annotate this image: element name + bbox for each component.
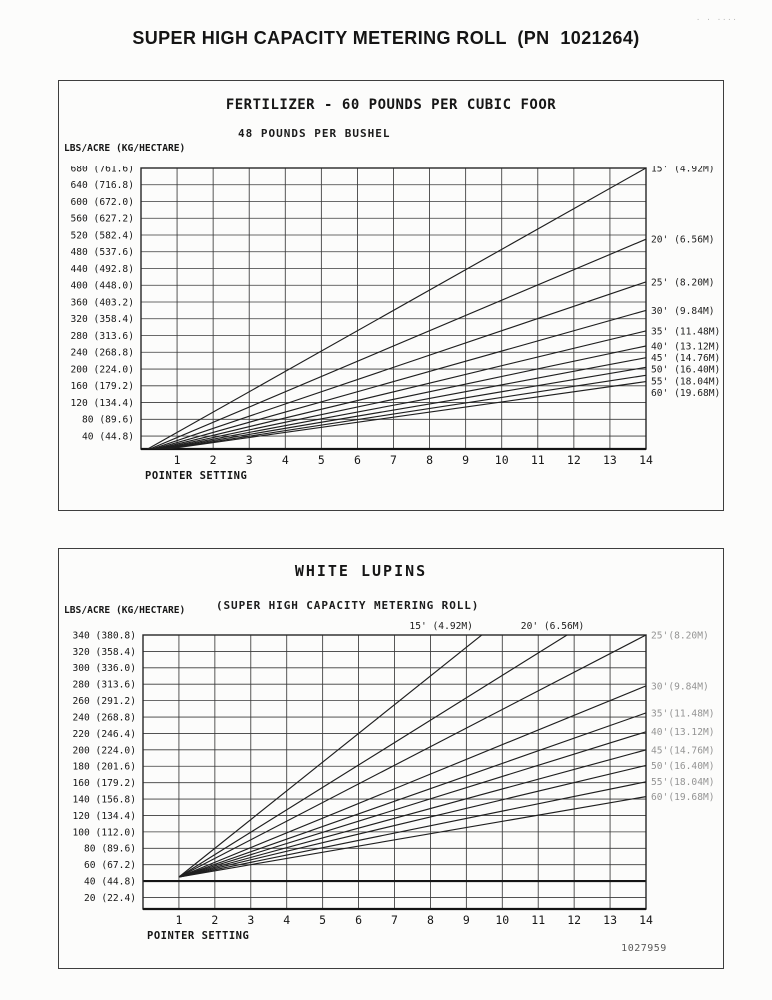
- y-tick-label: 120 (134.4): [72, 810, 136, 822]
- series-label: 20' (6.56M): [520, 621, 585, 632]
- white-lupins-chart-title: WHITE LUPINS: [294, 562, 428, 580]
- x-tick-label: 12: [567, 913, 582, 927]
- y-tick-label: 320 (358.4): [72, 646, 136, 658]
- y-tick-label: 180 (201.6): [72, 761, 136, 773]
- y-tick-label: 240 (268.8): [72, 712, 136, 724]
- fertilizer-plot-area: [59, 166, 723, 493]
- series-line: [179, 713, 646, 877]
- scan-artifact-mark: · · ····: [696, 16, 738, 24]
- x-tick-label: 6: [353, 453, 361, 467]
- y-tick-label: 600 (672.0): [70, 196, 134, 208]
- x-tick-label: 5: [317, 453, 325, 467]
- y-tick-label: 140 (156.8): [72, 794, 136, 806]
- series-label: 60' (19.68M): [651, 387, 721, 399]
- series-label: 20' (6.56M): [651, 234, 715, 246]
- y-tick-label: 340 (380.8): [72, 630, 136, 642]
- page-title: SUPER HIGH CAPACITY METERING ROLL (PN 1021264): [132, 28, 640, 48]
- chart-canvas: [59, 619, 723, 949]
- series-label: 55' (18.04M): [651, 376, 721, 388]
- x-tick-label: 2: [211, 913, 219, 927]
- fertilizer-y-axis-title: LBS/ACRE (KG/HECTARE): [64, 143, 186, 154]
- x-tick-label: 13: [602, 453, 617, 467]
- series-label: 15' (4.92M): [409, 621, 473, 632]
- x-tick-label: 3: [247, 913, 255, 927]
- x-tick-label: 8: [426, 913, 434, 927]
- x-tick-label: 1: [173, 453, 181, 467]
- x-tick-label: 7: [390, 453, 397, 467]
- y-tick-label: 400 (448.0): [70, 280, 134, 292]
- y-tick-label: 480 (537.6): [70, 247, 134, 259]
- y-tick-label: 560 (627.2): [70, 213, 134, 225]
- series-label: 50' (16.40M): [651, 364, 721, 376]
- series-label: 25' (8.20M): [651, 277, 715, 289]
- y-tick-label: 20 (22.4): [84, 892, 136, 904]
- series-label: 30'(9.84M): [651, 681, 709, 693]
- y-tick-label: 40 (44.8): [82, 431, 134, 443]
- series-label: 45' (14.76M): [651, 353, 721, 365]
- y-tick-label: 240 (268.8): [70, 347, 134, 359]
- x-axis-title: POINTER SETTING: [145, 470, 248, 482]
- x-tick-label: 9: [462, 453, 470, 467]
- y-tick-label: 40 (44.8): [84, 876, 136, 888]
- series-label: 45'(14.76M): [651, 745, 715, 757]
- white-lupins-plot-area: [59, 619, 723, 953]
- y-tick-label: 160 (179.2): [70, 381, 134, 393]
- white-lupins-y-axis-title: LBS/ACRE (KG/HECTARE): [64, 605, 186, 616]
- y-tick-label: 80 (89.6): [84, 843, 136, 855]
- x-tick-label: 5: [319, 913, 327, 927]
- x-tick-label: 3: [245, 453, 253, 467]
- white-lupins-chart-panel: [58, 548, 724, 969]
- series-line: [179, 750, 646, 877]
- x-tick-label: 11: [530, 453, 545, 467]
- series-label: 30' (9.84M): [651, 305, 715, 317]
- x-tick-label: 7: [391, 913, 398, 927]
- x-tick-label: 4: [281, 453, 289, 467]
- series-label: 25'(8.20M): [651, 630, 709, 642]
- y-tick-label: 260 (291.2): [72, 696, 136, 708]
- x-tick-label: 6: [355, 913, 363, 927]
- y-tick-label: 200 (224.0): [72, 745, 136, 757]
- y-tick-label: 160 (179.2): [72, 778, 136, 790]
- series-label: 35'(11.48M): [651, 708, 715, 720]
- series-line: [179, 782, 646, 877]
- x-tick-label: 10: [495, 913, 510, 927]
- x-tick-label: 9: [462, 913, 470, 927]
- x-tick-label: 8: [426, 453, 434, 467]
- x-tick-label: 2: [209, 453, 217, 467]
- y-tick-label: 60 (67.2): [84, 860, 136, 872]
- y-tick-label: 200 (224.0): [70, 364, 134, 376]
- series-line: [179, 619, 646, 877]
- document-number: 1027959: [621, 943, 667, 954]
- fertilizer-chart-panel: [58, 80, 724, 511]
- y-tick-label: 360 (403.2): [70, 297, 134, 309]
- y-tick-label: 80 (89.6): [82, 414, 134, 426]
- x-tick-label: 14: [639, 913, 653, 927]
- series-line: [179, 619, 646, 877]
- fertilizer-chart-title: FERTILIZER - 60 POUNDS PER CUBIC FOOR: [225, 97, 557, 113]
- x-tick-label: 11: [531, 913, 546, 927]
- y-tick-label: 300 (336.0): [72, 663, 136, 675]
- fertilizer-chart-subtitle: 48 POUNDS PER BUSHEL: [238, 127, 391, 140]
- series-label: 60'(19.68M): [651, 792, 715, 804]
- y-tick-label: 100 (112.0): [72, 827, 136, 839]
- x-tick-label: 13: [603, 913, 618, 927]
- white-lupins-chart-subtitle: (SUPER HIGH CAPACITY METERING ROLL): [216, 599, 480, 612]
- chart-canvas: [59, 166, 723, 489]
- series-label: 50'(16.40M): [651, 760, 715, 772]
- y-tick-label: 520 (582.4): [70, 230, 134, 242]
- y-tick-label: 120 (134.4): [70, 397, 134, 409]
- x-tick-label: 1: [175, 913, 183, 927]
- series-line: [179, 635, 646, 877]
- series-label: 40' (13.12M): [651, 341, 721, 353]
- y-tick-label: 680 (761.6): [70, 166, 134, 175]
- x-tick-label: 10: [494, 453, 509, 467]
- series-label: 35' (11.48M): [651, 326, 721, 338]
- x-tick-label: 14: [639, 453, 653, 467]
- series-label: 40'(13.12M): [651, 727, 715, 739]
- x-axis-title: POINTER SETTING: [147, 930, 250, 942]
- y-tick-label: 320 (358.4): [70, 314, 134, 326]
- y-tick-label: 220 (246.4): [72, 728, 136, 740]
- y-tick-label: 640 (716.8): [70, 180, 134, 192]
- series-label: 15' (4.92M): [651, 166, 715, 175]
- y-tick-label: 440 (492.8): [70, 263, 134, 275]
- y-tick-label: 280 (313.6): [72, 679, 136, 691]
- series-line: [179, 732, 646, 877]
- y-tick-label: 280 (313.6): [70, 330, 134, 342]
- x-tick-label: 12: [566, 453, 581, 467]
- series-label: 55'(18.04M): [651, 777, 715, 789]
- x-tick-label: 4: [283, 913, 291, 927]
